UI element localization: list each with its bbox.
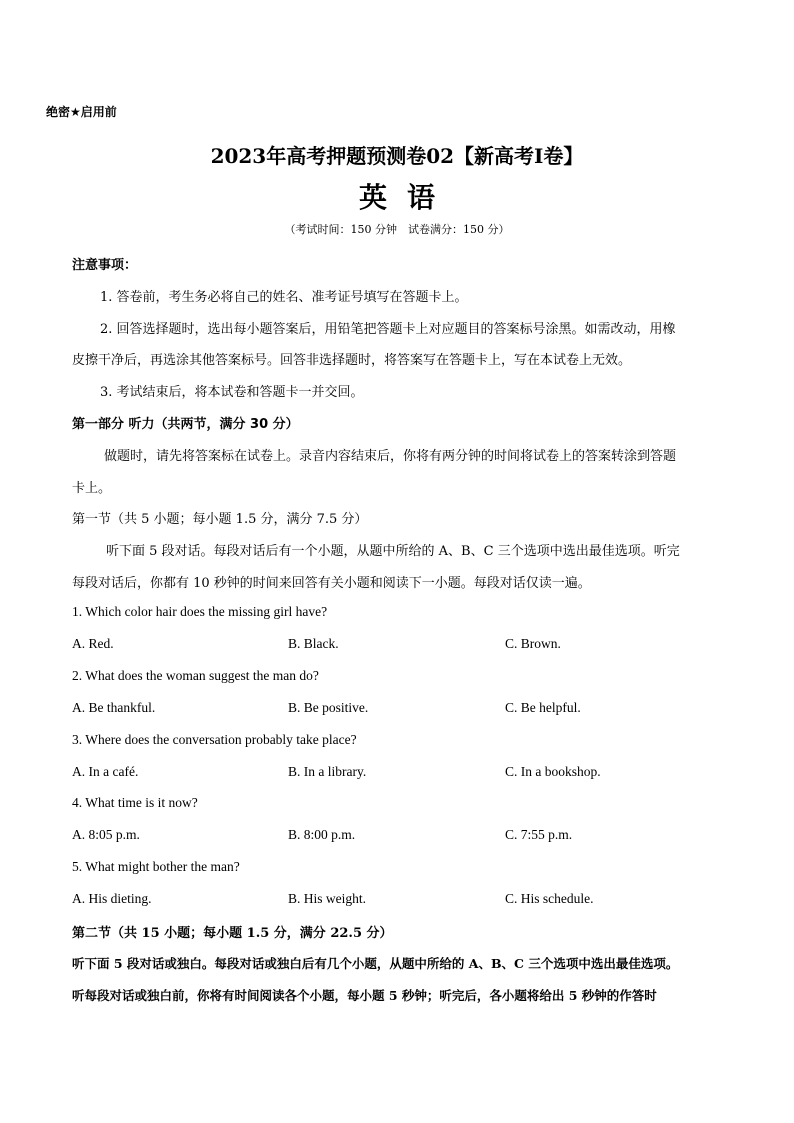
- question-5-option-b: B. His weight.: [288, 891, 367, 906]
- question-4-option-c: C. 7:55 p.m.: [505, 827, 573, 842]
- subject-title: 英语: [358, 181, 455, 214]
- section2-instructions-line-1: 听下面 5 段对话或独白。每段对话或独白后有几个小题，从题中所给的 A、B、C 三个选项中选出最佳选项。: [72, 956, 679, 971]
- section2-heading: 第二节（共 15 小题；每小题 1.5 分，满分 22.5 分）: [72, 926, 393, 941]
- question-2-option-b: B. Be positive.: [288, 700, 369, 715]
- question-1-option-a: A. Red.: [72, 636, 114, 651]
- question-3-option-c: C. In a bookshop.: [505, 764, 601, 779]
- question-5: 5. What might bother the man?: [72, 859, 240, 874]
- question-4-option-b: B. 8:00 p.m.: [288, 827, 356, 842]
- notice-item-2-line-2: 皮擦干净后，再选涂其他答案标号。回答非选择题时，将答案写在答题卡上，写在本试卷上无效。: [72, 353, 632, 368]
- question-4: 4. What time is it now?: [72, 795, 198, 810]
- question-1: 1. Which color hair does the missing girl have?: [72, 604, 328, 619]
- question-3-option-a: A. In a café.: [72, 764, 139, 779]
- section1-instructions-line-1: 听下面 5 段对话。每段对话后有一个小题，从题中所给的 A、B、C 三个选项中选出最佳选项。听完: [106, 544, 680, 559]
- question-4-option-a: A. 8:05 p.m.: [72, 827, 140, 842]
- section1-heading: 第一节（共 5 小题；每小题 1.5 分，满分 7.5 分）: [72, 512, 368, 527]
- section1-instructions-line-2: 每段对话后，你都有 10 秒钟的时间来回答有关小题和阅读下一小题。每段对话仅读一遍。: [72, 576, 591, 591]
- notice-item-3: 3. 考试结束后，将本试卷和答题卡一并交回。: [100, 385, 364, 400]
- part1-intro-line-2: 卡上。: [72, 481, 112, 496]
- question-3: 3. Where does the conversation probably take place?: [72, 732, 357, 747]
- question-5-option-c: C. His schedule.: [505, 891, 594, 906]
- part1-heading: 第一部分 听力（共两节，满分 30 分）: [72, 417, 299, 432]
- part1-intro-line-1: 做题时，请先将答案标在试卷上。录音内容结束后，你将有两分钟的时间将试卷上的答案转涂到答题: [104, 449, 677, 464]
- question-2-option-a: A. Be thankful.: [72, 700, 156, 715]
- question-3-option-b: B. In a library.: [288, 764, 367, 779]
- question-2: 2. What does the woman suggest the man do?: [72, 668, 319, 683]
- exam-title: 2023年高考押题预测卷02【新高考I卷】: [210, 144, 584, 168]
- notice-item-1: 1. 答卷前，考生务必将自己的姓名、准考证号填写在答题卡上。: [100, 290, 468, 305]
- notice-item-2-line-1: 2. 回答选择题时，选出每小题答案后，用铅笔把答题卡上对应题目的答案标号涂黑。如需改动，用橡: [100, 322, 676, 337]
- exam-time-note: （考试时间：150 分钟 试卷满分：150 分）: [284, 223, 510, 236]
- question-1-option-b: B. Black.: [288, 636, 339, 651]
- section2-instructions-line-2: 听每段对话或独白前，你将有时间阅读各个小题，每小题 5 秒钟；听完后，各小题将给出 5 秒钟的作答时: [72, 988, 657, 1003]
- notice-heading: 注意事项：: [72, 258, 138, 273]
- question-1-option-c: C. Brown.: [505, 636, 561, 651]
- question-5-option-a: A. His dieting.: [72, 891, 152, 906]
- question-2-option-c: C. Be helpful.: [505, 700, 581, 715]
- confidential-label: 绝密★启用前: [46, 105, 117, 119]
